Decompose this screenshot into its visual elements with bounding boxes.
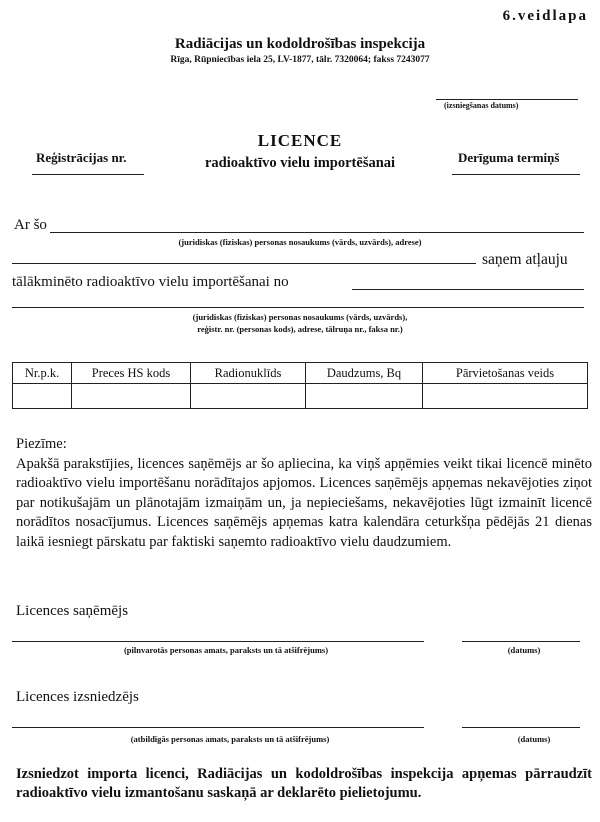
supplier-caption-2: reģistr. nr. (personas kods), adrese, tālruņa nr., faksa nr.)	[197, 324, 403, 334]
registration-number-line[interactable]	[32, 174, 144, 175]
col-header-quantity: Daudzums, Bq	[306, 363, 423, 384]
supplier-line-2[interactable]	[12, 307, 584, 308]
table-cell[interactable]	[191, 384, 306, 409]
col-header-number: Nr.p.k.	[13, 363, 72, 384]
table-cell[interactable]	[423, 384, 588, 409]
holder-caption: (juridiskas (fiziskas) personas nosaukums (vārds, uzvārds), adrese)	[178, 237, 422, 247]
holder-name-line-2[interactable]	[12, 263, 476, 264]
recipient-date-caption: (datums)	[507, 645, 541, 655]
col-header-transport-method: Pārvietošanas veids	[423, 363, 588, 384]
issue-date-line[interactable]	[436, 99, 578, 100]
closing-statement: Izsniedzot importa licenci, Radiācijas un kodoldrošības inspekcija apņemas pārraudzīt radioaktīvo vielu izmantošanu saskaņā ar deklarēto pielietojumu.	[16, 766, 592, 801]
validity-term-line[interactable]	[452, 174, 580, 175]
holder-name-line[interactable]	[50, 232, 584, 233]
issuer-label: Licences izsniedzējs	[16, 689, 139, 705]
form-number: 6.veidlapa	[502, 8, 588, 24]
col-header-hs-code: Preces HS kods	[72, 363, 191, 384]
issuer-signature-line[interactable]	[12, 727, 424, 728]
note-title: Piezīme:	[16, 436, 67, 452]
organization-name: Radiācijas un kodoldrošības inspekcija	[174, 36, 426, 52]
issue-date-caption: (izsniegšanas datums)	[444, 101, 519, 110]
recipient-label: Licences saņēmējs	[16, 603, 129, 619]
issuer-date-line[interactable]	[462, 727, 580, 728]
col-header-radionuclide: Radionuklīds	[191, 363, 306, 384]
note-text: Apakšā parakstījies, licences saņēmējs ar šo apliecina, ka viņš apņēmies veikt tikai licencē minēto radioaktīvo vielu importēšanu norādītajos apjomos. Licences saņēmējs apņemas nekavējoties ziņot par notikušajām un plānotajām izmaiņām un, ja nepieciešams, nekavējoties lūgt izmainīt licencē norādītos nosacījumus. Licences saņēmējs apņemas katra kalendāra ceturkšņa pēdējās 21 dienas laikā iesniegt pārskatu par faktiski saņemto radioaktīvo vielu daudzumiem.	[16, 455, 592, 550]
table-row[interactable]	[13, 384, 588, 409]
organization-address: Rīga, Rūpniecības iela 25, LV-1877, tālr. 7320064; fakss 7243077	[170, 55, 430, 65]
supplier-line[interactable]	[352, 289, 584, 290]
supplier-caption-1: (juridiskas (fiziskas) personas nosaukums (vārds, uzvārds),	[192, 312, 408, 322]
table-cell[interactable]	[306, 384, 423, 409]
recipient-caption: (pilnvarotās personas amats, paraksts un tā atšifrējums)	[123, 645, 329, 655]
table-cell[interactable]	[72, 384, 191, 409]
goods-table	[12, 362, 588, 409]
recipient-signature-line[interactable]	[12, 641, 424, 642]
recipient-date-line[interactable]	[462, 641, 580, 642]
holder-prefix: Ar šo	[14, 217, 47, 233]
table-header-row	[13, 363, 588, 384]
note-block	[16, 435, 592, 552]
validity-term-label: Derīguma termiņš	[458, 150, 560, 165]
import-from-text: tālākminēto radioaktīvo vielu importēšanai no	[12, 274, 289, 290]
issuer-date-caption: (datums)	[517, 734, 551, 744]
licence-subtitle: radioaktīvo vielu importēšanai	[204, 155, 396, 171]
table-cell[interactable]	[13, 384, 72, 409]
registration-number-label: Reģistrācijas nr.	[36, 150, 127, 165]
receives-permit-text: saņem atļauju	[482, 251, 568, 268]
issuer-caption: (atbildīgās personas amats, paraksts un tā atšifrējums)	[130, 734, 330, 744]
licence-title: LICENCE	[257, 131, 343, 150]
